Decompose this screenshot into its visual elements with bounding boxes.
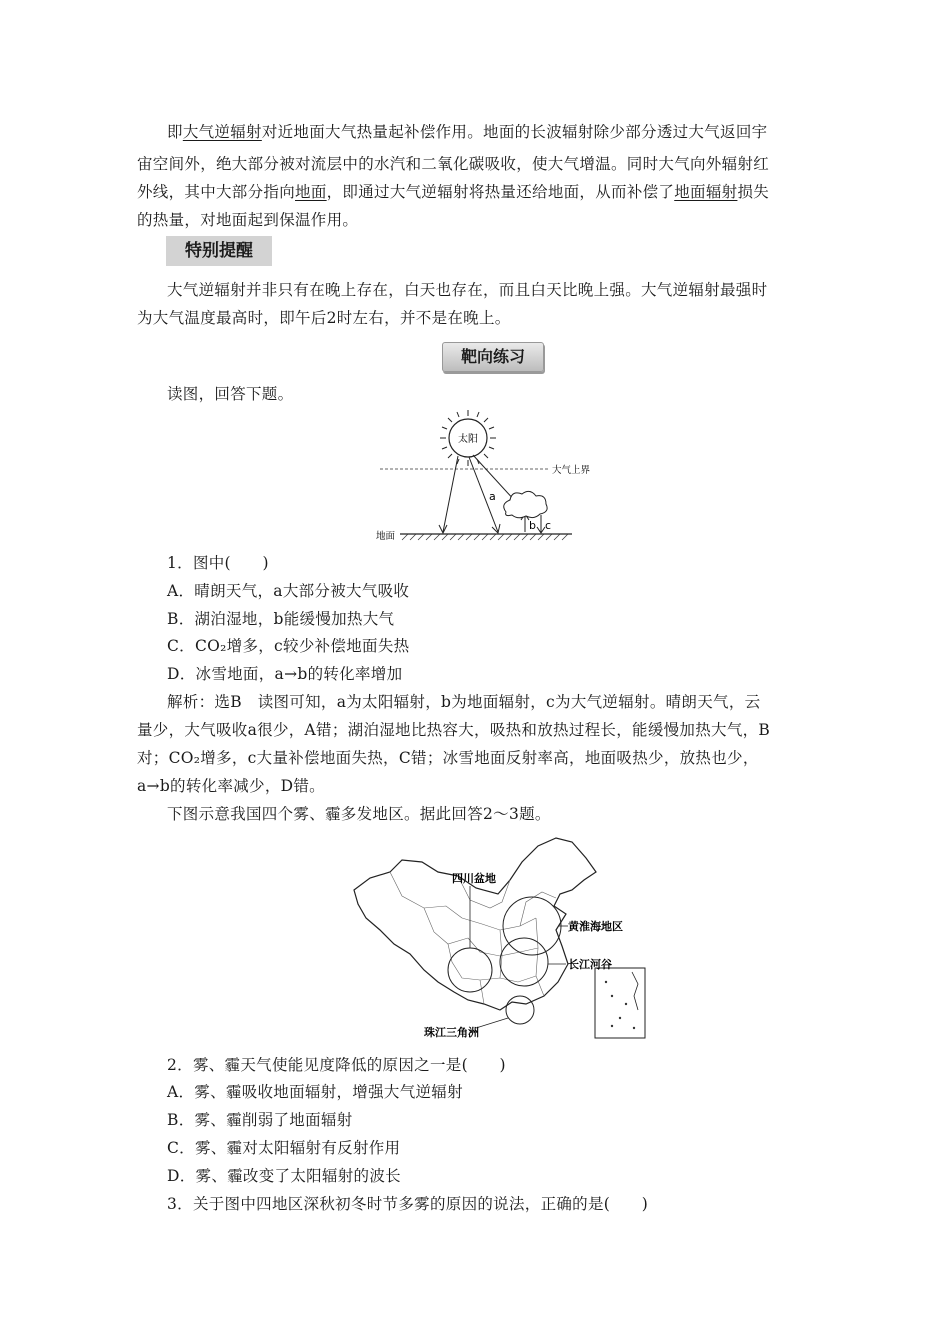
q2-stem: 2．雾、霾天气使能见度降低的原因之一是( ) [167,1056,506,1074]
changjiang-label: 长江河谷 [568,958,612,971]
radiation-diagram [370,408,591,546]
sichuan-label: 四川盆地 [452,872,496,885]
label-c: c [545,519,552,532]
huanghuai-label: 黄淮海地区 [568,920,623,933]
sun-label: 太阳 [458,434,478,445]
south-china-sea-inset [595,968,645,1038]
reminder-line-1: 大气逆辐射并非只有在晚上存在，白天也存在，而且白天比晚上强。大气逆辐射最强时 [167,281,768,299]
analysis-line-2: 量少，大气吸收a很少，A错；湖泊湿地比热容大，吸热和放热过程长，能缓慢加热大气，B [137,721,771,739]
q2-option-a: A．雾、霾吸收地面辐射，增强大气逆辐射 [167,1083,463,1101]
q1-stem: 1．图中( ) [167,554,269,572]
intro-line-2: 宙空间外，绝大部分被对流层中的水汽和二氧化碳吸收，使大气增温。同时大气向外辐射红 [137,155,770,173]
sun [440,410,496,466]
q2-option-c: C．雾、霾对太阳辐射有反射作用 [167,1139,401,1157]
q1-option-a: A．晴朗天气，a大部分被大气吸收 [167,582,410,600]
label-b: b [529,519,536,532]
read-prompt: 读图，回答下题。 [167,385,294,403]
atmosphere-top-label: 大气上界 [552,465,591,476]
q1-option-b: B．湖泊湿地，b能缓慢加热大气 [167,610,395,628]
china-outline [354,838,596,1010]
analysis-line-4: a→b的转化率减少，D错。 [137,777,325,795]
q1-option-d: D．冰雪地面，a→b的转化率增加 [167,665,403,683]
ground-hatching [402,534,568,540]
q3-stem: 3．关于图中四地区深秋初冬时节多雾的原因的说法，正确的是( ) [167,1195,649,1213]
reminder-heading: 特别提醒 [166,236,272,266]
practice-heading: 靶向练习 [442,342,544,372]
ground-label: 地面 [376,531,396,542]
china-map [350,832,650,1044]
q2-option-b: B．雾、霾削弱了地面辐射 [167,1111,353,1129]
analysis-line-3: 对；CO₂增多，c大量补偿地面失热，C错；冰雪地面反射率高，地面吸热少，放热也少， [137,749,759,767]
reminder-line-2: 为大气温度最高时，即午后2时左右，并不是在晚上。 [137,309,511,327]
map-prompt: 下图示意我国四个雾、霾多发地区。据此回答2～3题。 [167,805,551,823]
zhujiang-label: 珠江三角洲 [424,1026,479,1039]
intro-line-4: 的热量，对地面起到保温作用。 [137,211,359,229]
label-a: a [489,490,496,503]
intro-line-1: 即大气逆辐射对近地面大气热量起补偿作用。地面的长波辐射除少部分透过大气返回宇 [167,123,768,141]
q1-option-c: C．CO₂增多，c较少补偿地面失热 [167,637,410,655]
analysis-line-1: 解析：选B 读图可知，a为太阳辐射，b为地面辐射，c为大气逆辐射。晴朗天气，云 [167,693,761,711]
intro-line-3: 外线，其中大部分指向地面，即通过大气逆辐射将热量还给地面，从而补偿了地面辐射损失 [137,183,770,201]
q2-option-d: D．雾、霾改变了太阳辐射的波长 [167,1167,401,1185]
